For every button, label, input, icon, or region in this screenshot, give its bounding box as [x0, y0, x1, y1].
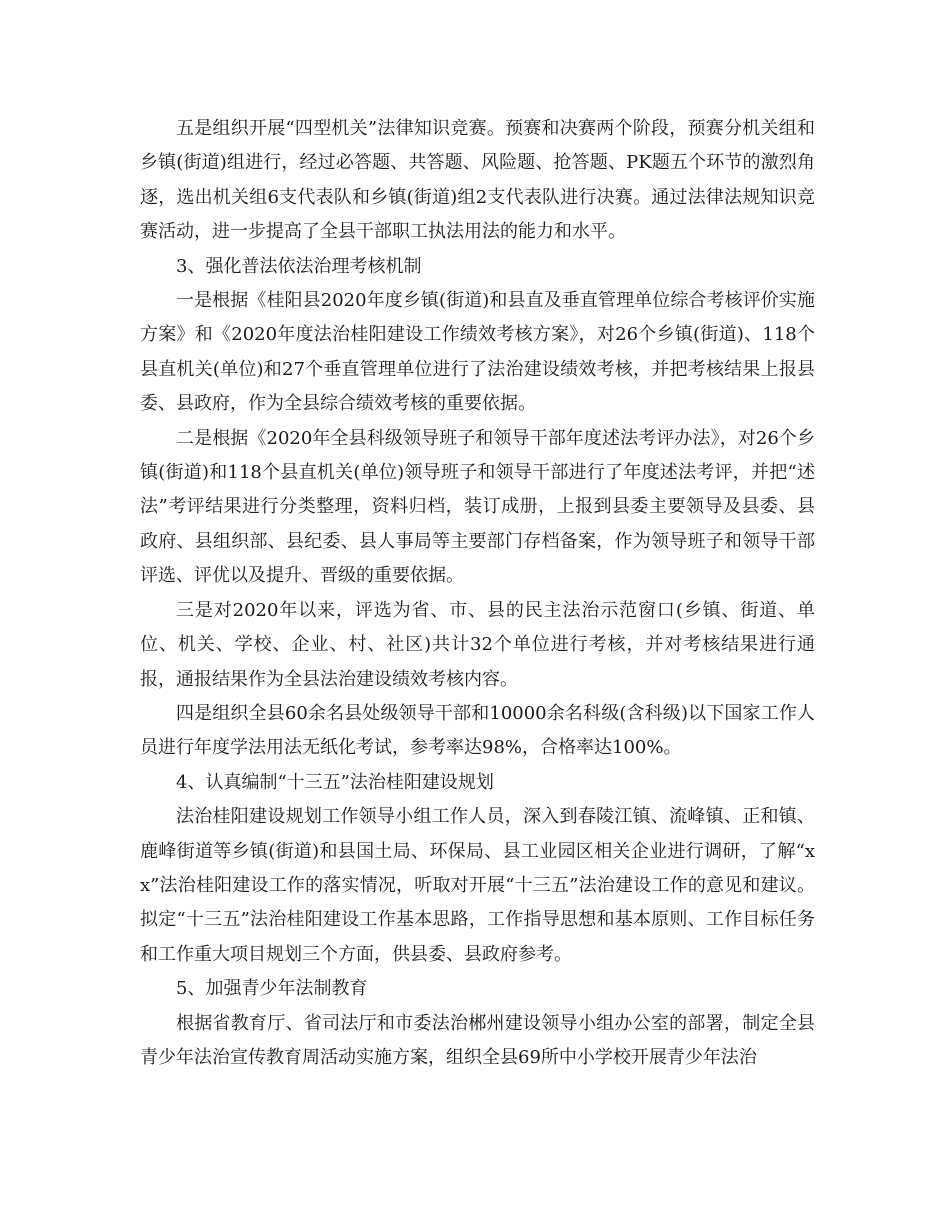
paragraph-planning-research: 法治桂阳建设规划工作领导小组工作人员，深入到春陵江镇、流峰镇、正和镇、鹿峰街道等乡镇(街道)和县国土局、环保局、县工业园区相关企业进行调研，了解“xx”法治桂阳建设工作的落实情况，听取对开展“十三五”法治建设工作的意见和建议。拟定“十三五”法治桂阳建设工作基本思路，工作指导思想和基本原则、工作目标任务和工作重大项目规划三个方面，供县委、县政府参考。 [140, 806, 815, 965]
paragraph-performance-assessment: 一是根据《桂阳县2020年度乡镇(街道)和县直及垂直管理单位综合考核评价实施方案》和《2020年度法治桂阳建设工作绩效考核方案》，对26个乡镇(街道)、118个县直机关(单位)和27个垂直管理单位进行了法治建设绩效考核，并把考核结果上报县委、县政府，作为全县综合绩效考核的重要依据。 [140, 290, 815, 415]
section-heading-five-year-plan: 4、认真编制“十三五”法治桂阳建设规划 [176, 771, 494, 793]
section-heading-youth-legal-education: 5、加强青少年法制教育 [176, 978, 368, 1000]
paragraph-knowledge-contest: 五是组织开展“四型机关”法律知识竞赛。预赛和决赛两个阶段，预赛分机关组和乡镇(街道)组进行，经过必答题、共答题、风险题、抢答题、PK题五个环节的激烈角逐，选出机关组6支代表队和乡镇(街道)组2支代表队进行决赛。通过法律法规知识竞赛活动，进一步提高了全县干部职工执法用法的能力和水平。 [140, 118, 815, 243]
paragraph-law-reporting-evaluation: 二是根据《2020年全县科级领导班子和领导干部年度述法考评办法》，对26个乡镇(街道)和118个县直机关(单位)领导班子和领导干部进行了年度述法考评，并把“述法”考评结果进行分类整理，资料归档，装订成册，上报到县委主要领导及县委、县政府、县组织部、县纪委、县人事局等主要部门存档备案，作为领导班子和领导干部评选、评优以及提升、晋级的重要依据。 [140, 427, 815, 587]
paragraph-demonstration-window-assessment: 三是对2020年以来，评选为省、市、县的民主法治示范窗口(乡镇、街道、单位、机关、学校、企业、村、社区)共计32个单位进行考核，并对考核结果进行通报，通报结果作为全县法治建设绩效考核内容。 [140, 599, 815, 690]
paragraph-paperless-exam: 四是组织全县60余名县处级领导干部和10000余名科级(含科级)以下国家工作人员进行年度学法用法无纸化考试，参考率达98%，合格率达100%。 [140, 702, 815, 759]
paragraph-youth-education-week: 根据省教育厅、省司法厅和市委法治郴州建设领导小组办公室的部署，制定全县青少年法治宣传教育周活动实施方案，组织全县69所中小学校开展青少年法治 [140, 1012, 815, 1068]
document-body [140, 112, 815, 1075]
section-heading-assessment-mechanism: 3、强化普法依法治理考核机制 [176, 255, 422, 277]
